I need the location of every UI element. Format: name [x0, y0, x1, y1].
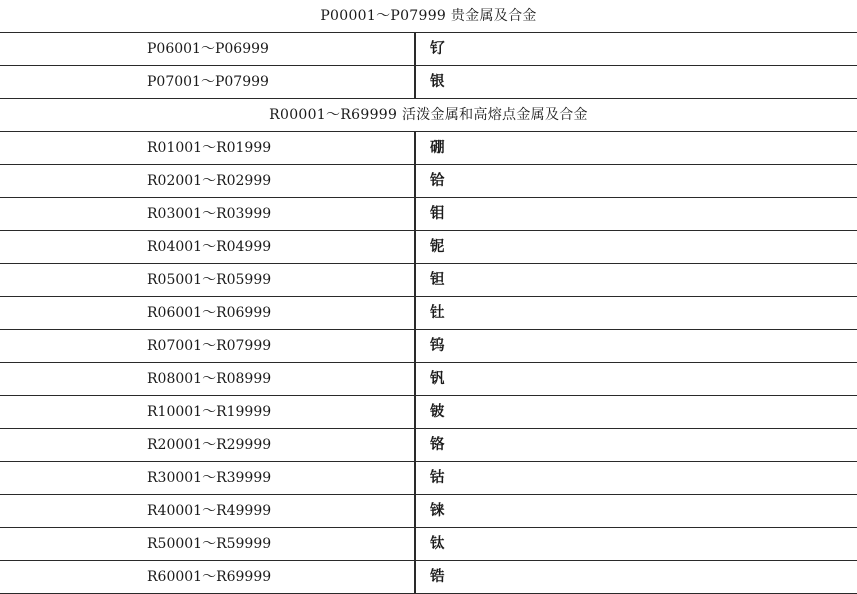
- metal-name-cell: 钴: [430, 469, 445, 486]
- code-range-cell: R30001～R39999: [147, 470, 272, 486]
- column-divider: [414, 330, 416, 363]
- column-divider: [414, 198, 416, 231]
- table-row: [0, 132, 857, 165]
- code-range-cell: R04001～R04999: [147, 239, 272, 255]
- section-header-row: [0, 99, 857, 132]
- metal-name-cell: 银: [430, 73, 445, 90]
- metal-name-cell: 铬: [430, 436, 445, 453]
- column-divider: [414, 528, 416, 561]
- table-row: [0, 66, 857, 99]
- column-divider: [414, 231, 416, 264]
- metal-name-cell: 钌: [430, 40, 445, 57]
- column-divider: [414, 363, 416, 396]
- metal-name-cell: 硼: [430, 139, 445, 156]
- metal-name-cell: 铍: [430, 403, 445, 420]
- code-range-cell: R03001～R03999: [147, 206, 272, 222]
- metal-name-cell: 钽: [430, 271, 445, 288]
- column-divider: [414, 561, 416, 594]
- column-divider: [414, 429, 416, 462]
- table-row: [0, 231, 857, 264]
- table-row: [0, 198, 857, 231]
- column-divider: [414, 297, 416, 330]
- metal-name-cell: 锆: [430, 568, 445, 585]
- code-range-cell: R07001～R07999: [147, 338, 272, 354]
- code-range-cell: R02001～R02999: [147, 173, 272, 189]
- code-range-cell: R05001～R05999: [147, 272, 272, 288]
- code-range-cell: R10001～R19999: [147, 404, 272, 420]
- column-divider: [414, 462, 416, 495]
- table-row: [0, 396, 857, 429]
- table-row: [0, 297, 857, 330]
- table-row: [0, 33, 857, 66]
- table-row: [0, 363, 857, 396]
- code-range-cell: R50001～R59999: [147, 536, 272, 552]
- table-row: [0, 165, 857, 198]
- metal-name-cell: 铌: [430, 238, 445, 255]
- code-range-cell: P06001～P06999: [147, 41, 269, 57]
- table-row: [0, 330, 857, 363]
- code-range-cell: R08001～R08999: [147, 371, 272, 387]
- metal-name-cell: 钛: [430, 535, 445, 552]
- code-range-cell: P07001～P07999: [147, 74, 269, 90]
- metal-name-cell: 铪: [430, 172, 445, 189]
- column-divider: [414, 264, 416, 297]
- code-range-cell: R40001～R49999: [147, 503, 272, 519]
- code-range-cell: R01001～R01999: [147, 140, 272, 156]
- metal-name-cell: 铼: [430, 502, 445, 519]
- column-divider: [414, 33, 416, 66]
- metal-name-cell: 钨: [430, 337, 445, 354]
- code-range-cell: R60001～R69999: [147, 569, 272, 585]
- metal-name-cell: 钍: [430, 304, 445, 321]
- section-header-text: R00001～R69999 活泼金属和高熔点金属及合金: [269, 107, 588, 123]
- table-row: [0, 495, 857, 528]
- column-divider: [414, 132, 416, 165]
- column-divider: [414, 66, 416, 99]
- table-row: [0, 528, 857, 561]
- section-header-text: P00001～P07999 贵金属及合金: [320, 8, 537, 24]
- table-row: [0, 462, 857, 495]
- column-divider: [414, 495, 416, 528]
- table-row: [0, 429, 857, 462]
- metal-name-cell: 钒: [430, 370, 445, 387]
- table-row: [0, 264, 857, 297]
- code-range-cell: R06001～R06999: [147, 305, 272, 321]
- code-range-cell: R20001～R29999: [147, 437, 272, 453]
- column-divider: [414, 165, 416, 198]
- section-header-row: [0, 0, 857, 33]
- metal-name-cell: 钼: [430, 205, 445, 222]
- column-divider: [414, 396, 416, 429]
- table-row: [0, 561, 857, 594]
